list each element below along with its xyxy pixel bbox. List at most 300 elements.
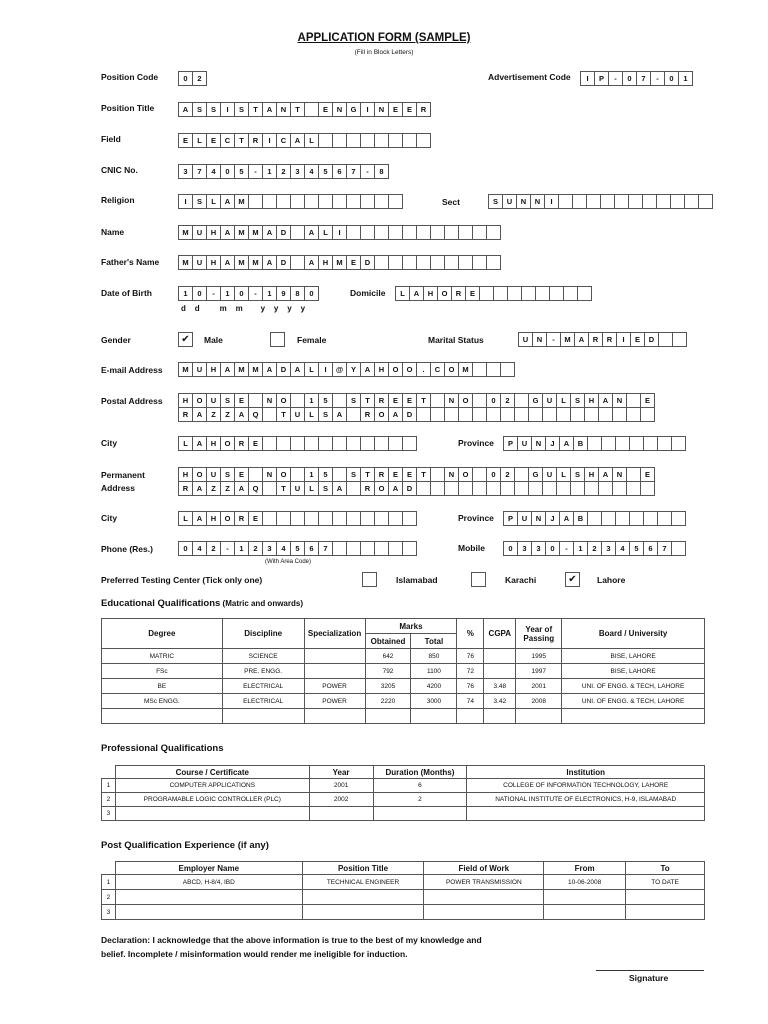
permanent-province-char-box[interactable]: A: [559, 511, 574, 526]
table-cell[interactable]: [424, 905, 544, 920]
phone-char-box[interactable]: 6: [304, 541, 319, 556]
postal-address-line2-char-box[interactable]: [416, 407, 431, 422]
email-char-box[interactable]: M: [178, 362, 193, 377]
dob-char-box[interactable]: -: [248, 286, 263, 301]
position-title-char-box[interactable]: N: [332, 102, 347, 117]
table-cell[interactable]: 850: [411, 649, 457, 664]
permanent-address-line1-char-box[interactable]: R: [374, 467, 389, 482]
name-char-box[interactable]: [374, 225, 389, 240]
signature-line[interactable]: [596, 970, 704, 971]
table-cell[interactable]: TO DATE: [626, 875, 705, 890]
permanent-address-line2-char-box[interactable]: A: [388, 481, 403, 496]
marital-status-char-box[interactable]: R: [588, 332, 603, 347]
postal-address-line1-char-box[interactable]: [430, 393, 445, 408]
email-char-box[interactable]: O: [402, 362, 417, 377]
table-cell[interactable]: 3205: [365, 679, 411, 694]
religion-char-box[interactable]: [374, 194, 389, 209]
permanent-address-line1-char-box[interactable]: S: [220, 467, 235, 482]
religion-char-box[interactable]: [318, 194, 333, 209]
email-char-box[interactable]: M: [234, 362, 249, 377]
cnic-char-box[interactable]: 3: [178, 164, 193, 179]
table-cell[interactable]: [222, 709, 304, 724]
province-char-box[interactable]: [601, 436, 616, 451]
advertisement-code-char-box[interactable]: 0: [622, 71, 637, 86]
father-name-char-box[interactable]: [388, 255, 403, 270]
phone-char-box[interactable]: -: [220, 541, 235, 556]
email-char-box[interactable]: [500, 362, 515, 377]
table-cell[interactable]: 2: [102, 793, 116, 807]
father-name-char-box[interactable]: M: [332, 255, 347, 270]
permanent-address-line1-char-box[interactable]: 5: [318, 467, 333, 482]
city-char-box[interactable]: A: [192, 436, 207, 451]
permanent-address-line2-char-box[interactable]: O: [374, 481, 389, 496]
dob-char-box[interactable]: 1: [178, 286, 193, 301]
name-boxes[interactable]: [178, 225, 500, 240]
name-char-box[interactable]: [430, 225, 445, 240]
permanent-province-char-box[interactable]: N: [531, 511, 546, 526]
position-title-char-box[interactable]: R: [416, 102, 431, 117]
postal-address-line1-char-box[interactable]: H: [178, 393, 193, 408]
permanent-address-line2-char-box[interactable]: A: [332, 481, 347, 496]
phone-char-box[interactable]: 4: [192, 541, 207, 556]
permanent-city-char-box[interactable]: [346, 511, 361, 526]
father-name-char-box[interactable]: A: [262, 255, 277, 270]
marital-status-char-box[interactable]: -: [546, 332, 561, 347]
permanent-address-line1-char-box[interactable]: [430, 467, 445, 482]
gender-male-checkbox[interactable]: ✔: [178, 332, 193, 347]
province-char-box[interactable]: P: [503, 436, 518, 451]
permanent-city-char-box[interactable]: [276, 511, 291, 526]
father-name-char-box[interactable]: [290, 255, 305, 270]
permanent-address-line1-char-box[interactable]: 0: [486, 467, 501, 482]
table-cell[interactable]: [544, 890, 626, 905]
position-code-char-box[interactable]: 2: [192, 71, 207, 86]
permanent-address-line1-char-box[interactable]: E: [234, 467, 249, 482]
phone-boxes[interactable]: [178, 541, 416, 556]
mobile-char-box[interactable]: 3: [601, 541, 616, 556]
permanent-address-line1-char-box[interactable]: N: [444, 467, 459, 482]
permanent-address-line2-char-box[interactable]: Q: [248, 481, 263, 496]
postal-address-line2-char-box[interactable]: [528, 407, 543, 422]
name-char-box[interactable]: M: [178, 225, 193, 240]
permanent-city-char-box[interactable]: [388, 511, 403, 526]
permanent-address-line1-char-box[interactable]: 2: [500, 467, 515, 482]
permanent-address-line2-char-box[interactable]: [542, 481, 557, 496]
table-cell[interactable]: POWER TRANSMISSION: [424, 875, 544, 890]
table-cell[interactable]: 642: [365, 649, 411, 664]
sect-char-box[interactable]: [684, 194, 699, 209]
table-cell[interactable]: BE: [102, 679, 223, 694]
sect-char-box[interactable]: [600, 194, 615, 209]
postal-address-line2-char-box[interactable]: [556, 407, 571, 422]
table-cell[interactable]: [304, 709, 365, 724]
phone-char-box[interactable]: [332, 541, 347, 556]
table-cell[interactable]: 2220: [365, 694, 411, 709]
postal-address-line2-char-box[interactable]: [262, 407, 277, 422]
table-cell[interactable]: 1995: [516, 649, 562, 664]
province-char-box[interactable]: [629, 436, 644, 451]
permanent-address-line2-char-box[interactable]: [500, 481, 515, 496]
email-char-box[interactable]: A: [360, 362, 375, 377]
permanent-city-char-box[interactable]: [332, 511, 347, 526]
sect-boxes[interactable]: [488, 194, 712, 209]
postal-address-line1-char-box[interactable]: O: [458, 393, 473, 408]
permanent-address-line2-char-box[interactable]: [640, 481, 655, 496]
marital-status-char-box[interactable]: [672, 332, 687, 347]
sect-char-box[interactable]: [642, 194, 657, 209]
cnic-char-box[interactable]: -: [248, 164, 263, 179]
email-char-box[interactable]: Y: [346, 362, 361, 377]
table-cell[interactable]: COMPUTER APPLICATIONS: [115, 779, 309, 793]
table-cell[interactable]: 2008: [516, 694, 562, 709]
domicile-char-box[interactable]: E: [465, 286, 480, 301]
table-cell[interactable]: POWER: [304, 679, 365, 694]
domicile-char-box[interactable]: O: [437, 286, 452, 301]
permanent-address-line1-char-box[interactable]: H: [584, 467, 599, 482]
table-cell[interactable]: PRE. ENGG.: [222, 664, 304, 679]
permanent-address-line2-char-box[interactable]: [430, 481, 445, 496]
permanent-city-char-box[interactable]: L: [178, 511, 193, 526]
sect-char-box[interactable]: [586, 194, 601, 209]
cnic-char-box[interactable]: 0: [220, 164, 235, 179]
permanent-address-line1-char-box[interactable]: O: [458, 467, 473, 482]
permanent-city-char-box[interactable]: [290, 511, 305, 526]
father-name-char-box[interactable]: M: [234, 255, 249, 270]
father-name-char-box[interactable]: [486, 255, 501, 270]
father-name-char-box[interactable]: [430, 255, 445, 270]
permanent-address-line2-char-box[interactable]: [626, 481, 641, 496]
permanent-address-line2-char-box[interactable]: [486, 481, 501, 496]
permanent-province-char-box[interactable]: U: [517, 511, 532, 526]
cnic-char-box[interactable]: 3: [290, 164, 305, 179]
permanent-address-line1-char-box[interactable]: U: [206, 467, 221, 482]
mobile-char-box[interactable]: [671, 541, 686, 556]
cnic-char-box[interactable]: 5: [234, 164, 249, 179]
postal-address-line2-char-box[interactable]: [486, 407, 501, 422]
province-char-box[interactable]: [587, 436, 602, 451]
father-name-char-box[interactable]: A: [304, 255, 319, 270]
name-char-box[interactable]: [486, 225, 501, 240]
father-name-char-box[interactable]: D: [276, 255, 291, 270]
table-cell[interactable]: [309, 807, 373, 821]
city-char-box[interactable]: H: [206, 436, 221, 451]
postal-address-line1-char-box[interactable]: E: [402, 393, 417, 408]
religion-char-box[interactable]: I: [178, 194, 193, 209]
marital-status-char-box[interactable]: M: [560, 332, 575, 347]
table-cell[interactable]: [115, 807, 309, 821]
cnic-char-box[interactable]: 8: [374, 164, 389, 179]
province-boxes[interactable]: [503, 436, 685, 451]
table-cell[interactable]: MATRIC: [102, 649, 223, 664]
postal-address-line1-char-box[interactable]: 5: [318, 393, 333, 408]
postal-address-line2-char-box[interactable]: A: [332, 407, 347, 422]
domicile-char-box[interactable]: H: [423, 286, 438, 301]
permanent-address-line1-char-box[interactable]: [472, 467, 487, 482]
table-cell[interactable]: 10-06-2008: [544, 875, 626, 890]
city-char-box[interactable]: L: [178, 436, 193, 451]
field-char-box[interactable]: E: [206, 133, 221, 148]
name-char-box[interactable]: [388, 225, 403, 240]
name-char-box[interactable]: [472, 225, 487, 240]
phone-char-box[interactable]: [388, 541, 403, 556]
permanent-province-char-box[interactable]: [587, 511, 602, 526]
name-char-box[interactable]: D: [276, 225, 291, 240]
email-char-box[interactable]: O: [388, 362, 403, 377]
province-char-box[interactable]: [657, 436, 672, 451]
position-title-char-box[interactable]: S: [192, 102, 207, 117]
religion-char-box[interactable]: [332, 194, 347, 209]
position-title-char-box[interactable]: G: [346, 102, 361, 117]
position-title-char-box[interactable]: S: [234, 102, 249, 117]
table-cell[interactable]: 2002: [309, 793, 373, 807]
table-cell[interactable]: 2001: [516, 679, 562, 694]
table-cell[interactable]: 1: [102, 875, 116, 890]
postal-address-line1-char-box[interactable]: [248, 393, 263, 408]
sect-char-box[interactable]: [558, 194, 573, 209]
table-cell[interactable]: [484, 649, 516, 664]
table-cell[interactable]: 2: [102, 890, 116, 905]
permanent-address-line1-char-box[interactable]: O: [192, 467, 207, 482]
postal-address-line2-char-box[interactable]: [500, 407, 515, 422]
city-char-box[interactable]: [332, 436, 347, 451]
name-char-box[interactable]: A: [304, 225, 319, 240]
permanent-address-line1-char-box[interactable]: [332, 467, 347, 482]
advertisement-code-char-box[interactable]: I: [580, 71, 595, 86]
marital-status-char-box[interactable]: N: [532, 332, 547, 347]
religion-char-box[interactable]: [290, 194, 305, 209]
marital-status-char-box[interactable]: U: [518, 332, 533, 347]
permanent-address-line2-char-box[interactable]: A: [234, 481, 249, 496]
table-cell[interactable]: [516, 709, 562, 724]
domicile-char-box[interactable]: [549, 286, 564, 301]
table-cell[interactable]: BISE, LAHORE: [562, 664, 705, 679]
postal-address-line1-char-box[interactable]: H: [584, 393, 599, 408]
table-cell[interactable]: [302, 890, 424, 905]
table-cell[interactable]: [411, 709, 457, 724]
email-char-box[interactable]: [472, 362, 487, 377]
position-title-char-box[interactable]: S: [206, 102, 221, 117]
table-cell[interactable]: 76: [457, 649, 484, 664]
province-char-box[interactable]: A: [559, 436, 574, 451]
religion-char-box[interactable]: A: [220, 194, 235, 209]
mobile-char-box[interactable]: 4: [615, 541, 630, 556]
permanent-address-line1-char-box[interactable]: [248, 467, 263, 482]
email-char-box[interactable]: M: [458, 362, 473, 377]
field-char-box[interactable]: [332, 133, 347, 148]
permanent-address-line1-char-box[interactable]: [626, 467, 641, 482]
name-char-box[interactable]: A: [220, 225, 235, 240]
table-cell[interactable]: [304, 649, 365, 664]
table-cell[interactable]: [484, 709, 516, 724]
mobile-char-box[interactable]: 0: [545, 541, 560, 556]
permanent-province-char-box[interactable]: [615, 511, 630, 526]
postal-address-line2-char-box[interactable]: [584, 407, 599, 422]
testing-lahore-checkbox[interactable]: ✔: [565, 572, 580, 587]
phone-char-box[interactable]: 2: [206, 541, 221, 556]
name-char-box[interactable]: [458, 225, 473, 240]
field-char-box[interactable]: L: [192, 133, 207, 148]
permanent-address-line2-char-box[interactable]: [416, 481, 431, 496]
email-char-box[interactable]: O: [444, 362, 459, 377]
advertisement-code-char-box[interactable]: -: [608, 71, 623, 86]
permanent-city-char-box[interactable]: H: [206, 511, 221, 526]
postal-address-line1-char-box[interactable]: L: [556, 393, 571, 408]
table-cell[interactable]: [424, 890, 544, 905]
mobile-char-box[interactable]: 3: [531, 541, 546, 556]
postal-address-line2-char-box[interactable]: D: [402, 407, 417, 422]
position-code-char-box[interactable]: 0: [178, 71, 193, 86]
table-cell[interactable]: ABCD, H-8/4, IBD: [115, 875, 302, 890]
table-cell[interactable]: 3: [102, 807, 116, 821]
postal-address-line1-char-box[interactable]: [514, 393, 529, 408]
phone-char-box[interactable]: 7: [318, 541, 333, 556]
table-cell[interactable]: PROGRAMABLE LOGIC CONTROLLER (PLC): [115, 793, 309, 807]
name-char-box[interactable]: [416, 225, 431, 240]
table-cell[interactable]: 74: [457, 694, 484, 709]
phone-char-box[interactable]: 1: [234, 541, 249, 556]
postal-address-line2-char-box[interactable]: Z: [206, 407, 221, 422]
province-char-box[interactable]: [615, 436, 630, 451]
province-char-box[interactable]: N: [531, 436, 546, 451]
city-char-box[interactable]: [360, 436, 375, 451]
phone-char-box[interactable]: [360, 541, 375, 556]
email-char-box[interactable]: A: [290, 362, 305, 377]
marital-status-boxes[interactable]: [518, 332, 686, 347]
permanent-province-boxes[interactable]: [503, 511, 685, 526]
permanent-city-char-box[interactable]: R: [234, 511, 249, 526]
permanent-city-char-box[interactable]: E: [248, 511, 263, 526]
postal-address-line2-char-box[interactable]: [542, 407, 557, 422]
permanent-address-line1-char-box[interactable]: S: [346, 467, 361, 482]
postal-address-line2-char-box[interactable]: [430, 407, 445, 422]
marital-status-char-box[interactable]: A: [574, 332, 589, 347]
email-char-box[interactable]: @: [332, 362, 347, 377]
mobile-char-box[interactable]: 2: [587, 541, 602, 556]
postal-address-line1-char-box[interactable]: S: [220, 393, 235, 408]
religion-char-box[interactable]: [304, 194, 319, 209]
dob-char-box[interactable]: 1: [220, 286, 235, 301]
city-char-box[interactable]: [262, 436, 277, 451]
permanent-address-line1-char-box[interactable]: 1: [304, 467, 319, 482]
permanent-address-line1-char-box[interactable]: G: [528, 467, 543, 482]
domicile-char-box[interactable]: [479, 286, 494, 301]
postal-address-line1-char-box[interactable]: N: [612, 393, 627, 408]
cnic-char-box[interactable]: 1: [262, 164, 277, 179]
position-title-char-box[interactable]: N: [374, 102, 389, 117]
city-char-box[interactable]: E: [248, 436, 263, 451]
field-char-box[interactable]: [318, 133, 333, 148]
postal-address-line2-char-box[interactable]: [458, 407, 473, 422]
table-cell[interactable]: [373, 807, 467, 821]
marital-status-char-box[interactable]: [658, 332, 673, 347]
city-char-box[interactable]: O: [220, 436, 235, 451]
postal-address-line1-char-box[interactable]: T: [360, 393, 375, 408]
cnic-char-box[interactable]: 6: [332, 164, 347, 179]
father-name-char-box[interactable]: [444, 255, 459, 270]
permanent-address-line2-char-box[interactable]: S: [318, 481, 333, 496]
permanent-city-char-box[interactable]: [304, 511, 319, 526]
table-cell[interactable]: [544, 905, 626, 920]
table-cell[interactable]: 1997: [516, 664, 562, 679]
permanent-address-line2-char-box[interactable]: [472, 481, 487, 496]
marital-status-char-box[interactable]: I: [616, 332, 631, 347]
permanent-address-line2-char-box[interactable]: [346, 481, 361, 496]
permanent-address-line2-char-box[interactable]: R: [360, 481, 375, 496]
permanent-address-line1-char-box[interactable]: N: [262, 467, 277, 482]
mobile-char-box[interactable]: 1: [573, 541, 588, 556]
name-char-box[interactable]: I: [332, 225, 347, 240]
postal-address-line1-char-box[interactable]: N: [262, 393, 277, 408]
position-title-char-box[interactable]: A: [178, 102, 193, 117]
postal-address-line2-char-box[interactable]: [472, 407, 487, 422]
sect-char-box[interactable]: I: [544, 194, 559, 209]
postal-address-line1-char-box[interactable]: G: [528, 393, 543, 408]
field-char-box[interactable]: L: [304, 133, 319, 148]
permanent-province-char-box[interactable]: P: [503, 511, 518, 526]
email-char-box[interactable]: H: [206, 362, 221, 377]
table-cell[interactable]: 76: [457, 679, 484, 694]
table-cell[interactable]: 1100: [411, 664, 457, 679]
domicile-char-box[interactable]: [563, 286, 578, 301]
table-cell[interactable]: FSc: [102, 664, 223, 679]
permanent-province-char-box[interactable]: J: [545, 511, 560, 526]
dob-char-box[interactable]: -: [206, 286, 221, 301]
permanent-address-line2-char-box[interactable]: [570, 481, 585, 496]
permanent-address-line1-char-box[interactable]: N: [612, 467, 627, 482]
field-char-box[interactable]: [346, 133, 361, 148]
postal-address-line2-char-box[interactable]: [612, 407, 627, 422]
name-char-box[interactable]: [360, 225, 375, 240]
table-cell[interactable]: [457, 709, 484, 724]
postal-address-line2-char-box[interactable]: A: [234, 407, 249, 422]
mobile-char-box[interactable]: 5: [629, 541, 644, 556]
cnic-char-box[interactable]: 7: [346, 164, 361, 179]
province-char-box[interactable]: [643, 436, 658, 451]
phone-char-box[interactable]: [374, 541, 389, 556]
advertisement-code-boxes[interactable]: [580, 71, 692, 86]
cnic-char-box[interactable]: 4: [206, 164, 221, 179]
phone-char-box[interactable]: 4: [276, 541, 291, 556]
mobile-char-box[interactable]: 6: [643, 541, 658, 556]
father-name-char-box[interactable]: [458, 255, 473, 270]
city-char-box[interactable]: [318, 436, 333, 451]
city-char-box[interactable]: R: [234, 436, 249, 451]
permanent-address-line2-char-box[interactable]: [556, 481, 571, 496]
field-char-box[interactable]: T: [234, 133, 249, 148]
position-title-char-box[interactable]: I: [360, 102, 375, 117]
field-char-box[interactable]: [360, 133, 375, 148]
permanent-address-line1-char-box[interactable]: [514, 467, 529, 482]
permanent-address-line2-char-box[interactable]: Z: [220, 481, 235, 496]
postal-address-line1-char-box[interactable]: U: [206, 393, 221, 408]
domicile-boxes[interactable]: [395, 286, 591, 301]
postal-address-line2-char-box[interactable]: [640, 407, 655, 422]
position-title-char-box[interactable]: E: [402, 102, 417, 117]
position-title-char-box[interactable]: T: [290, 102, 305, 117]
permanent-city-char-box[interactable]: [360, 511, 375, 526]
permanent-address-line2-char-box[interactable]: [584, 481, 599, 496]
table-cell[interactable]: [102, 709, 223, 724]
table-cell[interactable]: NATIONAL INSTITUTE OF ELECTRONICS, H-9, ISLAMABAD: [467, 793, 705, 807]
table-cell[interactable]: [304, 664, 365, 679]
permanent-address-line1-char-box[interactable]: A: [598, 467, 613, 482]
table-cell[interactable]: 4200: [411, 679, 457, 694]
permanent-address-line1-boxes[interactable]: [178, 467, 654, 482]
father-name-boxes[interactable]: [178, 255, 500, 270]
postal-address-line2-char-box[interactable]: T: [276, 407, 291, 422]
permanent-address-line2-char-box[interactable]: [612, 481, 627, 496]
sect-char-box[interactable]: N: [516, 194, 531, 209]
